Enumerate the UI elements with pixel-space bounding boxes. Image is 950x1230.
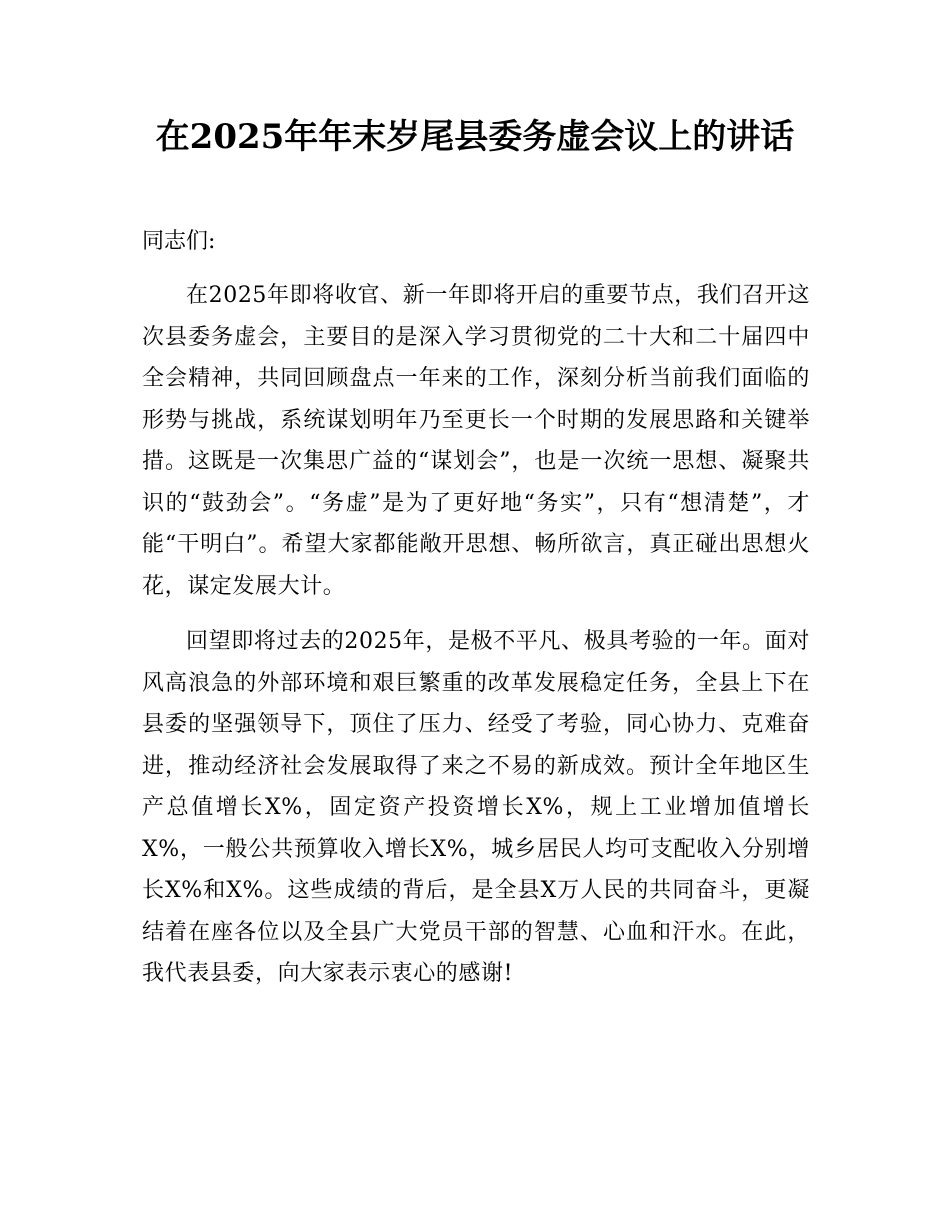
document-body xyxy=(142,223,810,995)
document-title: 在2025年年末岁尾县委务虚会议上的讲话 xyxy=(155,117,795,157)
paragraph-1: 在2025年即将收官、新一年即将开启的重要节点，我们召开这次县委务虚会，主要目的是深入学习贯彻党的二十大和二十届四中全会精神，共同回顾盘点一年来的工作，深刻分析当前我们面临的形势与挑战，系统谋划明年乃至更长一个时期的发展思路和关键举措。这既是一次集思广益的“谋划会”，也是一次统一思想、凝聚共识的“鼓劲会”。“务虚”是为了更好地“务实”，只有“想清楚”，才能“干明白”。希望大家都能敞开思想、畅所欲言，真正碰出思想火花，谋定发展大计。 xyxy=(142,283,810,599)
paragraph-2: 回望即将过去的2025年，是极不平凡、极具考验的一年。面对风高浪急的外部环境和艰巨繁重的改革发展稳定任务，全县上下在县委的坚强领导下，顶住了压力、经受了考验，同心协力、克难奋进，推动经济社会发展取得了来之不易的新成效。预计全年地区生产总值增长X%，固定资产投资增长X%，规上工业增加值增长X%，一般公共预算收入增长X%，城乡居民人均可支配收入分别增长X%和X%。这些成绩的背后，是全县X万人民的共同奋斗，更凝结着在座各位以及全县广大党员干部的智慧、心血和汗水。在此，我代表县委，向大家表示衷心的感谢! xyxy=(142,629,810,986)
salutation: 同志们: xyxy=(142,229,216,254)
